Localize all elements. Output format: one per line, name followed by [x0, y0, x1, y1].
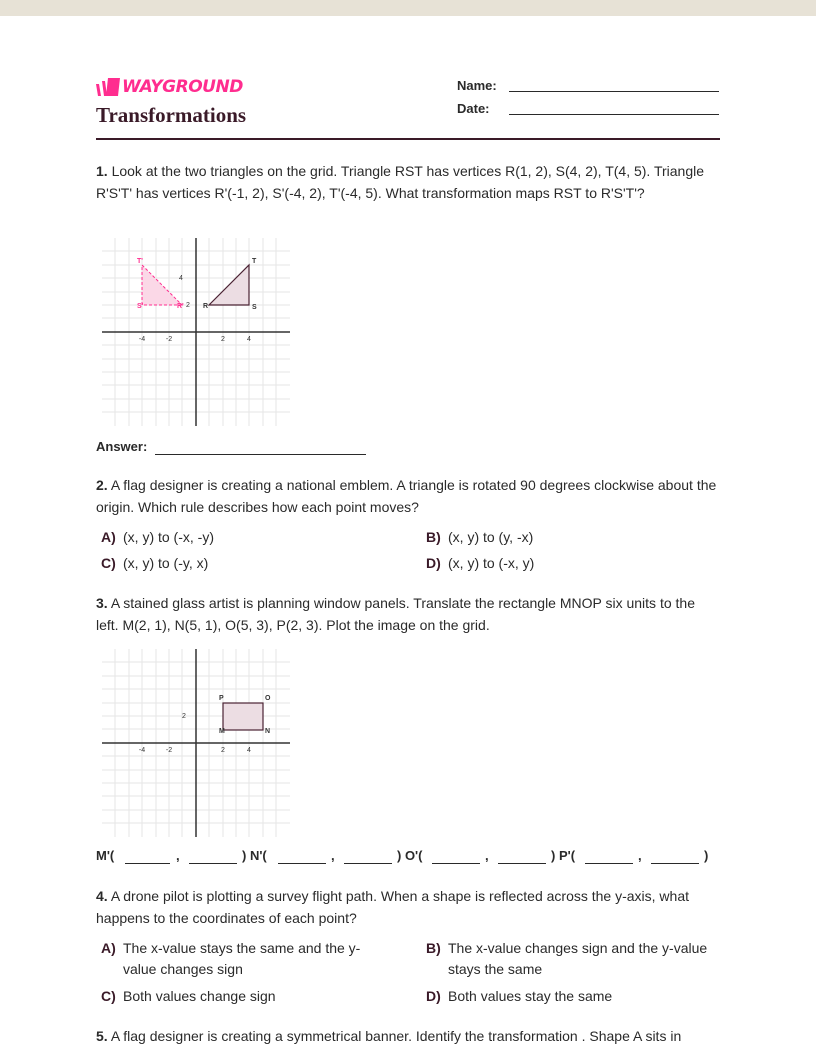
date-field[interactable]	[509, 114, 719, 115]
page-top-bar	[0, 0, 816, 16]
blank-comma: ,	[485, 848, 489, 863]
blank-comma: ,	[176, 848, 180, 863]
option-text: The x-value changes sign and the y-value stays the same	[448, 940, 708, 977]
y-tick-label: 4	[179, 275, 183, 282]
question-text: A flag designer is creating a national emblem. A triangle is rotated 90 degrees clockwise about the origin. Which rule describes how each point moves?	[96, 477, 717, 515]
n-y-field[interactable]	[344, 863, 392, 864]
question-number: 5.	[96, 1028, 108, 1044]
x-tick-label: 4	[247, 747, 251, 754]
vertex-label-r-prime: R'	[177, 303, 184, 310]
vertex-label-n: N	[265, 728, 271, 735]
vertex-label-t: T	[252, 258, 257, 265]
rectangle-mnop	[223, 703, 263, 730]
x-tick-label: -4	[138, 336, 146, 343]
question-4	[96, 885, 720, 929]
blank-label-n: ) N'(	[242, 848, 267, 863]
name-label: Name:	[457, 78, 497, 93]
question-text: Look at the two triangles on the grid. Triangle RST has vertices R(1, 2), S(4, 2), T(4, 5). Triangle R'S'T' has vertices R'(-1, 2), S'(-4, 2), T'(-4, 5). What transformation maps RST to R'S'T'?	[96, 163, 705, 201]
worksheet-header	[96, 16, 720, 140]
y-tick-label: 2	[182, 713, 186, 720]
m-y-field[interactable]	[189, 863, 237, 864]
vertex-label-p: P	[219, 695, 224, 702]
question-number: 3.	[96, 595, 108, 611]
question-number: 2.	[96, 477, 108, 493]
question-text: A stained glass artist is planning window panels. Translate the rectangle MNOP six units to the left. M(2, 1), N(5, 1), O(5, 3), P(2, 3). Plot the image on the grid.	[96, 595, 695, 633]
q2-option-d[interactable]	[426, 553, 534, 574]
p-x-field[interactable]	[585, 863, 633, 864]
triangle-rst-prime	[142, 265, 182, 305]
x-tick-label: 2	[221, 747, 225, 754]
blank-label-p: ) P'(	[551, 848, 576, 863]
blank-comma: ,	[331, 848, 335, 863]
option-letter: A)	[101, 529, 116, 545]
q2-option-b[interactable]	[426, 527, 533, 548]
option-letter: D)	[426, 555, 441, 571]
blank-label-m: M'(	[96, 848, 115, 863]
q4-option-a[interactable]	[101, 938, 371, 980]
o-x-field[interactable]	[432, 863, 480, 864]
vertex-label-t-prime: T'	[137, 258, 143, 265]
vertex-label-m: M	[219, 728, 225, 735]
blank-close: )	[704, 848, 709, 863]
triangle-rst	[209, 265, 249, 305]
option-text: The x-value stays the same and the y-value changes sign	[123, 940, 361, 977]
brand-logo	[96, 77, 243, 97]
x-tick-label: 2	[221, 336, 225, 343]
q4-option-b[interactable]	[426, 938, 720, 980]
q1-coordinate-grid	[102, 238, 290, 426]
option-letter: C)	[101, 555, 116, 571]
question-text: A flag designer is creating a symmetrical banner. Identify the transformation . Shape A sits in	[110, 1028, 682, 1044]
question-5	[96, 1025, 720, 1047]
option-text: Both values stay the same	[448, 988, 613, 1004]
question-3	[96, 592, 720, 636]
x-tick-label: -2	[165, 747, 173, 754]
option-text: Both values change sign	[123, 988, 276, 1004]
q2-option-a[interactable]	[101, 527, 214, 548]
blank-label-o: ) O'(	[397, 848, 423, 863]
option-letter: A)	[101, 940, 116, 956]
worksheet-title: Transformations	[96, 103, 247, 127]
o-y-field[interactable]	[498, 863, 546, 864]
q2-option-c[interactable]	[101, 553, 208, 574]
p-y-field[interactable]	[651, 863, 699, 864]
x-tick-label: 4	[247, 336, 251, 343]
date-label: Date:	[457, 101, 490, 116]
q4-option-d[interactable]	[426, 986, 612, 1007]
option-text: (x, y) to (-x, -y)	[123, 529, 214, 545]
blank-comma: ,	[638, 848, 642, 863]
n-x-field[interactable]	[278, 863, 326, 864]
x-tick-label: -2	[165, 336, 173, 343]
answer-label: Answer:	[96, 439, 148, 454]
question-1	[96, 160, 720, 204]
option-text: (x, y) to (-x, y)	[448, 555, 535, 571]
question-text: A drone pilot is plotting a survey flight path. When a shape is reflected across the y-axis, what happens to the coordinates of each point?	[96, 888, 690, 926]
q4-option-c[interactable]	[101, 986, 276, 1007]
option-text: (x, y) to (-y, x)	[123, 555, 209, 571]
y-tick-label: 2	[186, 302, 190, 309]
x-tick-label: -4	[138, 747, 146, 754]
q1-answer-field[interactable]	[155, 454, 366, 455]
worksheet-page	[96, 16, 720, 1044]
q3-coordinate-grid	[102, 649, 290, 837]
option-letter: C)	[101, 988, 116, 1004]
brand-name: WAYGROUND	[122, 77, 243, 97]
vertex-label-s: S	[252, 304, 257, 311]
name-field[interactable]	[509, 91, 719, 92]
option-letter: B)	[426, 529, 441, 545]
m-x-field[interactable]	[125, 863, 170, 864]
vertex-label-s-prime: S'	[137, 303, 144, 310]
vertex-label-r: R	[203, 303, 209, 310]
question-number: 4.	[96, 888, 108, 904]
option-text: (x, y) to (y, -x)	[448, 529, 534, 545]
option-letter: D)	[426, 988, 441, 1004]
question-number: 1.	[96, 163, 108, 179]
wayground-logo-icon	[96, 78, 120, 96]
vertex-label-o: O	[265, 695, 271, 702]
question-2	[96, 474, 720, 518]
option-letter: B)	[426, 940, 441, 956]
